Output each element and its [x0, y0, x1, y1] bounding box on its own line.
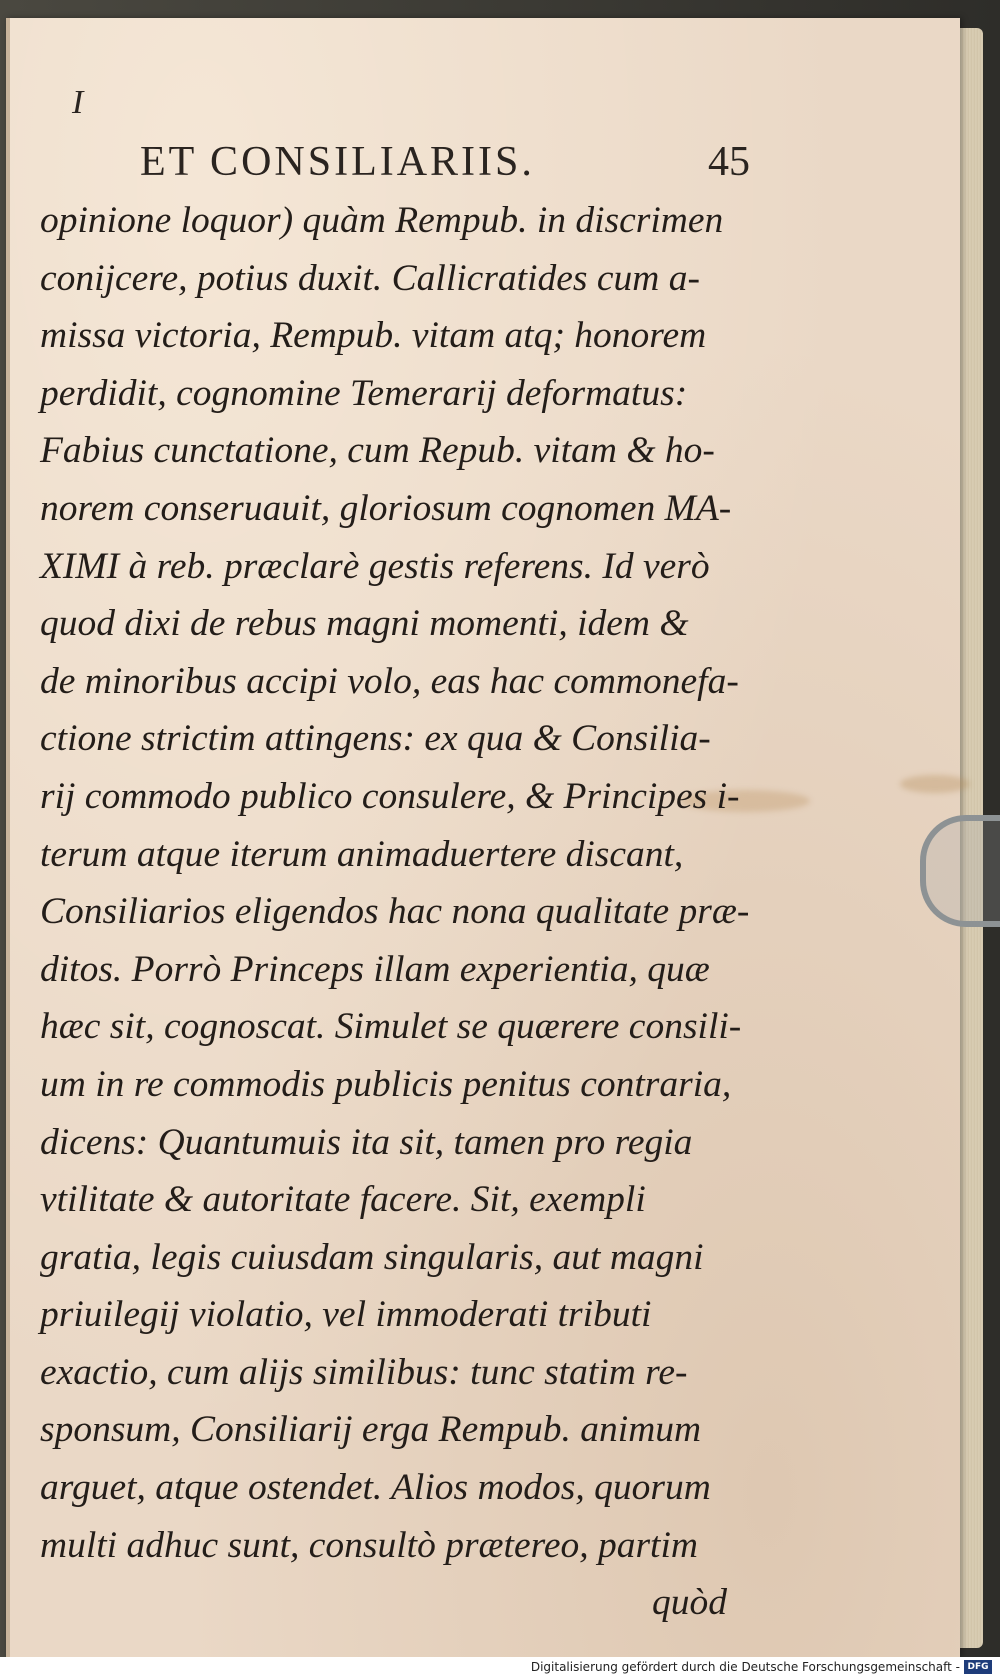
- running-head: ET CONSILIARIIS.: [140, 139, 535, 185]
- margin-mark: I: [72, 84, 84, 121]
- text-line: um in re commodis publicis penitus contraria,: [40, 1063, 732, 1105]
- text-line: multi adhuc sunt, consultò prætereo, partim: [40, 1524, 698, 1566]
- text-line: gratia, legis cuiusdam singularis, aut magni: [40, 1236, 704, 1278]
- text-line: sponsum, Consiliarij erga Rempub. animum: [40, 1409, 702, 1451]
- text-line: terum atque iterum animaduertere discant,: [40, 833, 684, 875]
- text-line: perdidit, cognomine Temerarij deformatus:: [40, 372, 688, 414]
- dfg-logo: DFG: [964, 1660, 992, 1674]
- text-line: Consiliarios eligendos hac nona qualitate præ-: [40, 891, 750, 933]
- text-line: dicens: Quantumuis ita sit, tamen pro regia: [40, 1121, 693, 1163]
- text-line: vtilitate & autoritate facere. Sit, exempli: [40, 1179, 646, 1221]
- text-line: quod dixi de rebus magni momenti, idem &: [40, 603, 689, 645]
- text-line: priuilegij violatio, vel immoderati tributi: [40, 1294, 652, 1336]
- text-line: Fabius cunctatione, cum Repub. vitam & ho-: [40, 430, 715, 472]
- text-line: arguet, atque ostendet. Alios modos, quorum: [40, 1467, 711, 1509]
- text-line: conijcere, potius duxit. Callicratides cum a-: [40, 257, 700, 299]
- text-line: XIMI à reb. præclarè gestis referens. Id verò: [40, 545, 710, 587]
- text-line: missa victoria, Rempub. vitam atq; honorem: [40, 315, 707, 357]
- body-text: [40, 192, 760, 1632]
- text-line: exactio, cum alijs similibus: tunc statim re-: [40, 1351, 688, 1393]
- paper-stain-right: [900, 775, 970, 793]
- catchword: quòd: [652, 1582, 727, 1624]
- text-line: ctione strictim attingens: ex qua & Consilia-: [40, 718, 711, 760]
- text-line: rij commodo publico consulere, & Principes i-: [40, 775, 740, 817]
- text-line: norem conseruauit, gloriosum cognomen MA-: [40, 487, 732, 529]
- text-line: hæc sit, cognoscat. Simulet se quærere consili-: [40, 1006, 742, 1048]
- text-line: opinione loquor) quàm Rempub. in discrimen: [40, 200, 724, 241]
- footer-credit: Digitalisierung gefördert durch die Deutsche Forschungsgemeinschaft -: [530, 1660, 960, 1674]
- page-header: [130, 138, 780, 188]
- page-clip: [920, 815, 1000, 927]
- text-line: ditos. Porrò Princeps illam experientia, quæ: [40, 948, 710, 990]
- page-number: 45: [708, 139, 750, 185]
- text-line: de minoribus accipi volo, eas hac commonefa-: [40, 660, 739, 702]
